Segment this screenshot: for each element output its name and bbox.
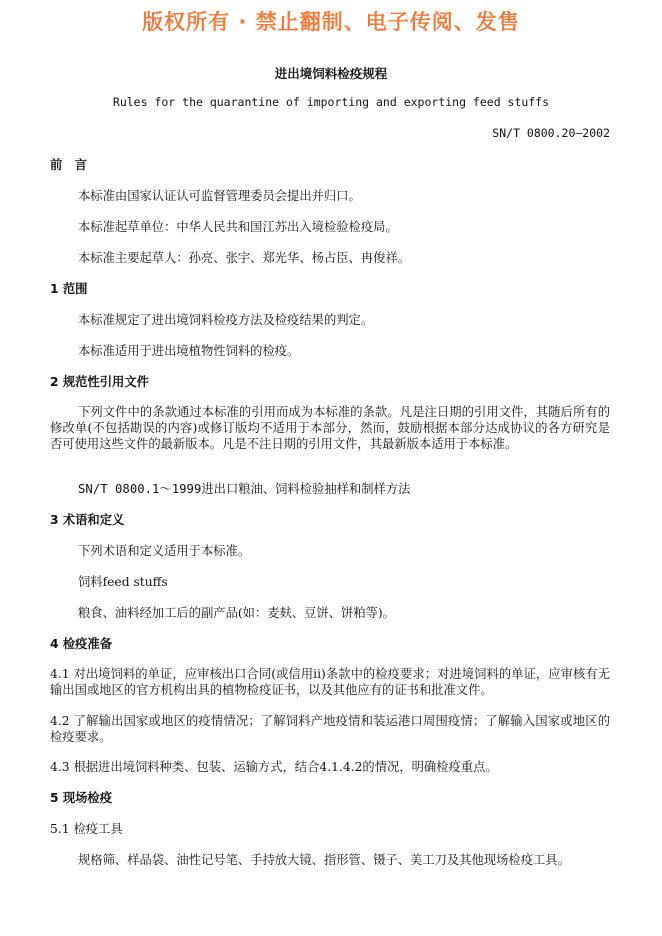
- section-5-heading: 5 现场检疫: [50, 791, 113, 805]
- standard-number: SN/T 0800.20—2002: [492, 126, 610, 140]
- section-3-heading: 3 术语和定义: [50, 513, 125, 527]
- section-1-heading: 1 范围: [50, 282, 88, 296]
- section-1-paragraph: 本标准规定了进出境饲料检疫方法及检疫结果的判定。: [78, 313, 374, 327]
- term-definition: 粮食、油料经加工后的副产品(如：麦麸、豆饼、饼粕等)。: [78, 606, 396, 620]
- clause-4-2: 4.2 了解输出国家或地区的疫情情况；了解饲料产地疫情和装运港口周围疫情；了解输入国家或地区的检疫要求。: [50, 714, 610, 744]
- term-entry: 饲料feed stuffs: [78, 575, 168, 589]
- clause-4-1: 4.1 对出境饲料的单证，应审核出口合同(或信用ii)条款中的检疫要求；对进境饲料的单证，应审核有无输出国或地区的官方机构出具的植物检疫证书，以及其他应有的证书和批准文件。: [50, 667, 610, 697]
- document-title-en: Rules for the quarantine of importing and exporting feed stuffs: [112, 95, 550, 109]
- section-4-heading: 4 检疫准备: [50, 637, 113, 651]
- foreword-paragraph: 本标准由国家认证认可监督管理委员会提出并归口。: [78, 189, 361, 203]
- section-3-paragraph: 下列术语和定义适用于本标准。: [78, 544, 251, 558]
- subsection-5-1-paragraph: 规格筛、样品袋、油性记号笔、手持放大镜、指形管、镊子、美工刀及其他现场检疫工具。: [78, 853, 570, 867]
- section-2-paragraph: 下列文件中的条款通过本标准的引用而成为本标准的条款。凡是注日期的引用文件，其随后所有的修改单(不包括勘误的内容)或修订版均不适用于本部分，然而，鼓励根据本部分达成协议的各方研究是否可使用这些文件的最新版本。凡是不注日期的引用文件，其最新版本适用于本标准。: [50, 405, 610, 451]
- foreword-paragraph: 本标准主要起草人：孙亮、张宇、郑光华、杨占臣、冉俊祥。: [78, 251, 411, 265]
- document-title-cn: 进出境饲料检疫规程: [274, 66, 388, 81]
- foreword-heading: 前 言: [50, 158, 87, 172]
- clause-4-3: 4.3 根据进出境饲料种类、包装、运输方式，结合4.1.4.2的情况，明确检疫重点。: [50, 760, 498, 774]
- normative-reference: SN/T 0800.1～1999进出口粮油、饲料检验抽样和制样方法: [78, 482, 411, 496]
- subsection-5-1-heading: 5.1 检疫工具: [50, 822, 123, 836]
- foreword-paragraph: 本标准起草单位：中华人民共和国江苏出入境检验检疫局。: [78, 220, 398, 234]
- copyright-banner: 版权所有 · 禁止翻制、电子传阅、发售: [142, 10, 520, 34]
- section-2-heading: 2 规范性引用文件: [50, 375, 149, 389]
- section-1-paragraph: 本标准适用于进出境植物性饲料的检疫。: [78, 344, 300, 358]
